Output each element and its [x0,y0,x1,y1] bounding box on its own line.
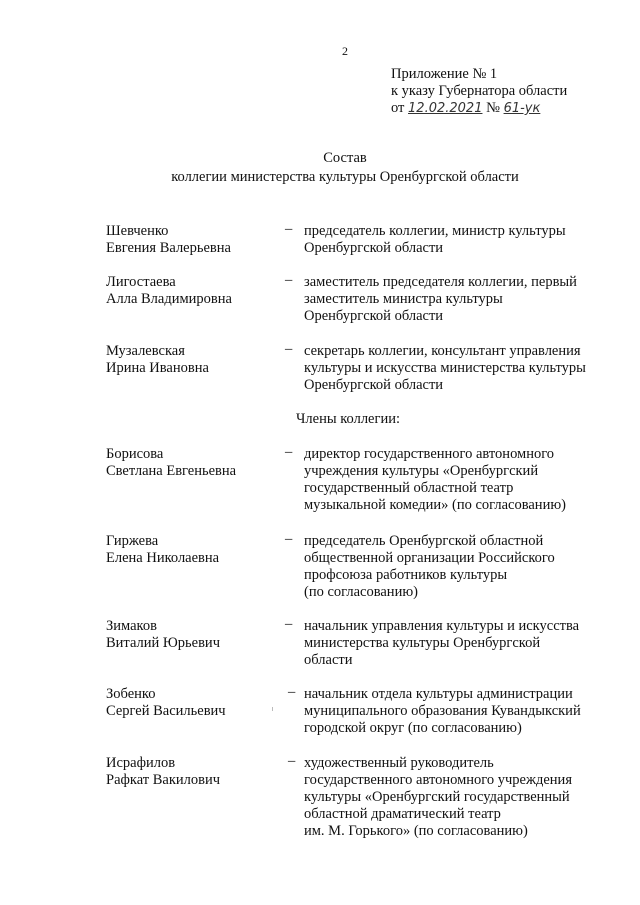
role-line: им. М. Горького» (по согласованию) [304,823,528,839]
member-role [304,223,591,257]
role-line: профсоюза работников культуры [304,567,508,583]
dash-separator: – [285,531,293,547]
role-line: заместитель министра культуры [304,291,503,307]
member-given-names: Сергей Васильевич [106,703,226,719]
role-line: общественной организации Российского [304,550,555,566]
role-line: культуры и искусства министерства культуры [304,360,586,376]
member-surname: Гиржева [106,533,159,549]
member-role [304,755,591,840]
role-line: Оренбургской области [304,308,444,324]
dash-separator: – [288,753,296,769]
role-line: художественный руководитель [304,755,494,771]
member-surname: Зобенко [106,686,156,702]
appendix-block [391,66,567,117]
member-given-names: Алла Владимировна [106,291,232,307]
role-line: министерства культуры Оренбургской [304,635,541,651]
role-line: учреждения культуры «Оренбургский [304,463,539,479]
role-line: Оренбургской области [304,377,444,393]
document-title [0,149,640,187]
dash-separator: – [285,221,293,237]
appendix-number-handwritten: 61-ук [503,101,541,116]
member-name [106,755,220,789]
member-name [106,223,231,257]
role-line: секретарь коллегии, консультант управления [304,343,581,359]
member-given-names: Рафкат Вакилович [106,772,221,788]
role-line: городской округ (по согласованию) [304,720,522,736]
member-role [304,343,591,394]
role-line: заместитель председателя коллегии, первый [304,274,577,290]
role-line: области [304,652,353,668]
member-surname: Борисова [106,446,164,462]
role-line: культуры «Оренбургский государственный [304,789,570,805]
role-line: председатель Оренбургской областной [304,533,544,549]
dash-separator: – [285,272,293,288]
role-line: государственный областной театр [304,480,514,496]
dash-separator: – [285,616,293,632]
role-line: государственного автономного учреждения [304,772,572,788]
member-surname: Лигостаева [106,274,176,290]
members-header: Члены коллегии: [296,411,400,427]
appendix-date-prefix: от [391,100,405,116]
appendix-line-3 [391,100,567,117]
member-given-names: Светлана Евгеньевна [106,463,237,479]
role-line: муниципального образования Кувандыкский [304,703,581,719]
member-surname: Исрафилов [106,755,176,771]
role-line: областной драматический театр [304,806,501,822]
dash-separator: – [285,444,293,460]
role-line: (по согласованию) [304,584,418,600]
member-name [106,533,219,567]
member-name [106,686,226,720]
member-surname: Шевченко [106,223,169,239]
member-role [304,533,591,601]
title-line-2: коллегии министерства культуры Оренбургской области [171,169,519,185]
member-name [106,343,209,377]
page-number: 2 [342,44,348,58]
role-line: начальник отдела культуры администрации [304,686,573,702]
member-given-names: Виталий Юрьевич [106,635,220,651]
member-role [304,274,591,325]
member-surname: Музалевская [106,343,185,359]
member-role [304,446,591,514]
member-name [106,274,232,308]
member-role [304,618,591,669]
appendix-line-1: Приложение № 1 [391,66,498,82]
role-line: директор государственного автономного [304,446,555,462]
appendix-date-handwritten: 12.02.2021 [408,101,483,116]
member-surname: Зимаков [106,618,157,634]
role-line: музыкальной комедии» (по согласованию) [304,497,566,513]
dash-separator: – [288,684,296,700]
dash-separator: – [285,341,293,357]
scan-speck [272,707,273,711]
role-line: председатель коллегии, министр культуры [304,223,566,239]
role-line: начальник управления культуры и искусства [304,618,580,634]
role-line: Оренбургской области [304,240,444,256]
member-given-names: Ирина Ивановна [106,360,209,376]
member-role [304,686,591,737]
member-given-names: Евгения Валерьевна [106,240,231,256]
member-name [106,618,220,652]
member-name [106,446,236,480]
appendix-line-2: к указу Губернатора области [391,83,568,99]
title-line-1: Состав [323,150,367,166]
appendix-number-mark: № [486,100,500,116]
member-given-names: Елена Николаевна [106,550,220,566]
